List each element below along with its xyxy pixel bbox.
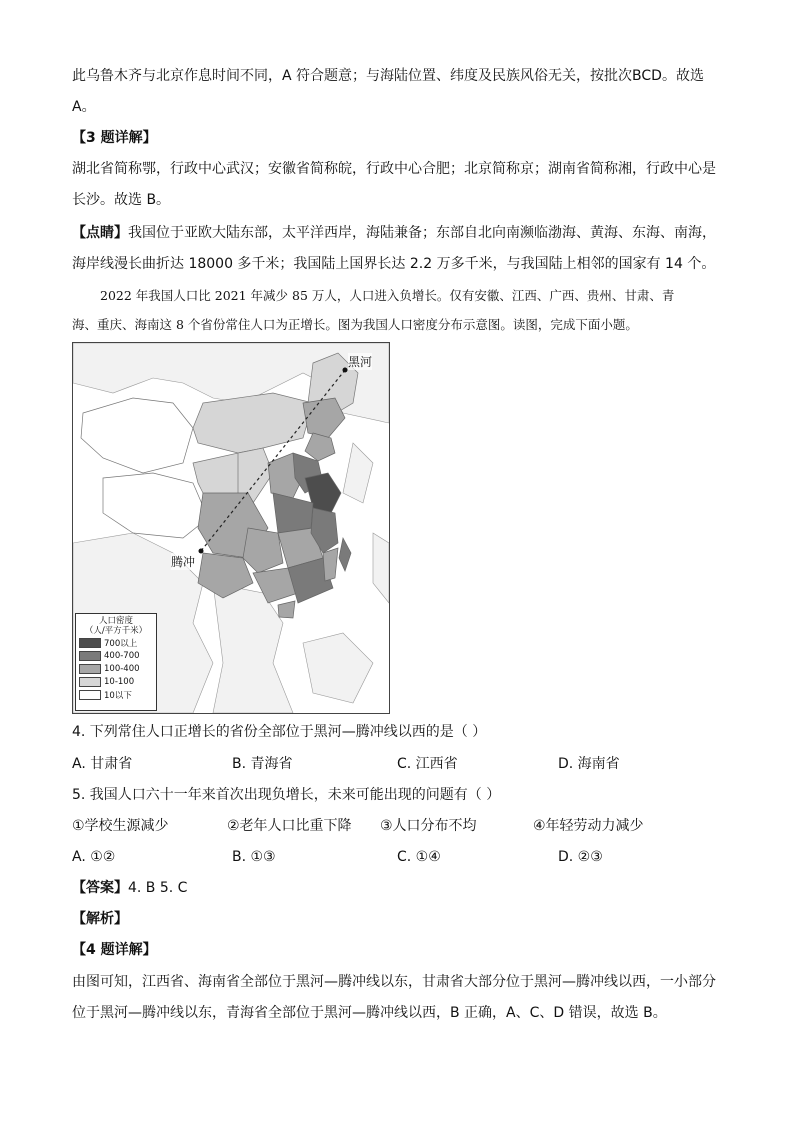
population-density-map xyxy=(72,342,390,714)
q4-option-a[interactable]: A. 甘肃省 xyxy=(72,756,133,772)
answer-line xyxy=(72,878,187,898)
text-line: 海岸线漫长曲折达 18000 多千米；我国陆上国界长达 2.2 万多千米，与我国陆上相邻的国家有 14 个。 xyxy=(72,256,716,272)
q5-option-a[interactable]: A. ①② xyxy=(72,849,116,865)
text-line: 我国位于亚欧大陆东部，太平洋西岸，海陆兼备；东部自北向南濒临渤海、黄海、东海、南海， xyxy=(128,225,716,241)
legend-label: 400-700 xyxy=(104,651,140,661)
label-tengchong: 腾冲 xyxy=(171,555,196,569)
legend-row xyxy=(79,676,153,688)
q5-option-c[interactable]: C. ①④ xyxy=(397,849,441,865)
legend-unit: （人/平方千米） xyxy=(84,626,148,636)
legend-label: 10以下 xyxy=(104,691,132,701)
text-line: 位于黑河—腾冲线以东，青海省全部位于黑河—腾冲线以西，B 正确，A、C、D 错误，故选 B。 xyxy=(72,1005,667,1021)
legend-swatch xyxy=(79,690,101,700)
legend-swatch xyxy=(79,677,101,687)
section-heading-q3-detail: 【3 题详解】 xyxy=(72,130,157,146)
q5-item-2: ②老年人口比重下降 xyxy=(227,818,352,834)
q5-option-d[interactable]: D. ②③ xyxy=(558,849,603,865)
q5-item-4: ④年轻劳动力减少 xyxy=(533,818,644,834)
legend-label: 700以上 xyxy=(104,639,138,649)
q4-option-b[interactable]: B. 青海省 xyxy=(232,756,293,772)
text-line: 长沙。故选 B。 xyxy=(72,192,171,208)
legend-swatch xyxy=(79,651,101,661)
q4-option-d[interactable]: D. 海南省 xyxy=(558,756,620,772)
q5-option-b[interactable]: B. ①③ xyxy=(232,849,276,865)
analysis-label: 【解析】 xyxy=(72,911,128,927)
legend-row xyxy=(79,663,153,675)
legend-label: 10-100 xyxy=(104,677,135,687)
section-heading-q4-detail: 【4 题详解】 xyxy=(72,942,157,958)
question-5-stem: 5. 我国人口六十一年来首次出现负增长，未来可能出现的问题有（ ） xyxy=(72,787,501,803)
map-legend xyxy=(75,613,157,711)
q4-option-c[interactable]: C. 江西省 xyxy=(397,756,458,772)
intro-line: 海、重庆、海南这 8 个省份常住人口为正增长。图为我国人口密度分布示意图。读图，完成下面小题。 xyxy=(72,317,638,332)
answer-label: 【答案】 xyxy=(72,880,128,896)
text-line: 由图可知，江西省、海南省全部位于黑河—腾冲线以东，甘肃省大部分位于黑河—腾冲线以西，一小部分 xyxy=(72,974,716,990)
q5-item-3: ③人口分布不均 xyxy=(380,818,477,834)
legend-row xyxy=(79,689,153,701)
answer-text: 4. B 5. C xyxy=(128,880,188,896)
legend-swatch xyxy=(79,664,101,674)
legend-row xyxy=(79,650,153,662)
label-heihe: 黑河 xyxy=(348,355,373,369)
text-line: 此乌鲁木齐与北京作息时间不同，A 符合题意；与海陆位置、纬度及民族风俗无关，按批次BCD。故选 xyxy=(72,68,704,84)
text-line: 湖北省简称鄂，行政中心武汉；安徽省简称皖，行政中心合肥；北京简称京；湖南省简称湘，行政中心是 xyxy=(72,161,716,177)
q5-item-1: ①学校生源减少 xyxy=(72,818,169,834)
tip-heading: 【点睛】 xyxy=(72,225,128,241)
legend-swatch xyxy=(79,638,101,648)
tip-paragraph xyxy=(72,223,716,243)
question-4-stem: 4. 下列常住人口正增长的省份全部位于黑河—腾冲线以西的是（ ） xyxy=(72,724,487,740)
legend-label: 100-400 xyxy=(104,664,140,674)
text-line: A。 xyxy=(72,99,96,115)
legend-row xyxy=(79,637,153,649)
legend-title: 人口密度 xyxy=(98,616,133,626)
intro-line: 2022 年我国人口比 2021 年减少 85 万人，人口进入负增长。仅有安徽、江西、广西、贵州、甘肃、青 xyxy=(100,288,675,303)
